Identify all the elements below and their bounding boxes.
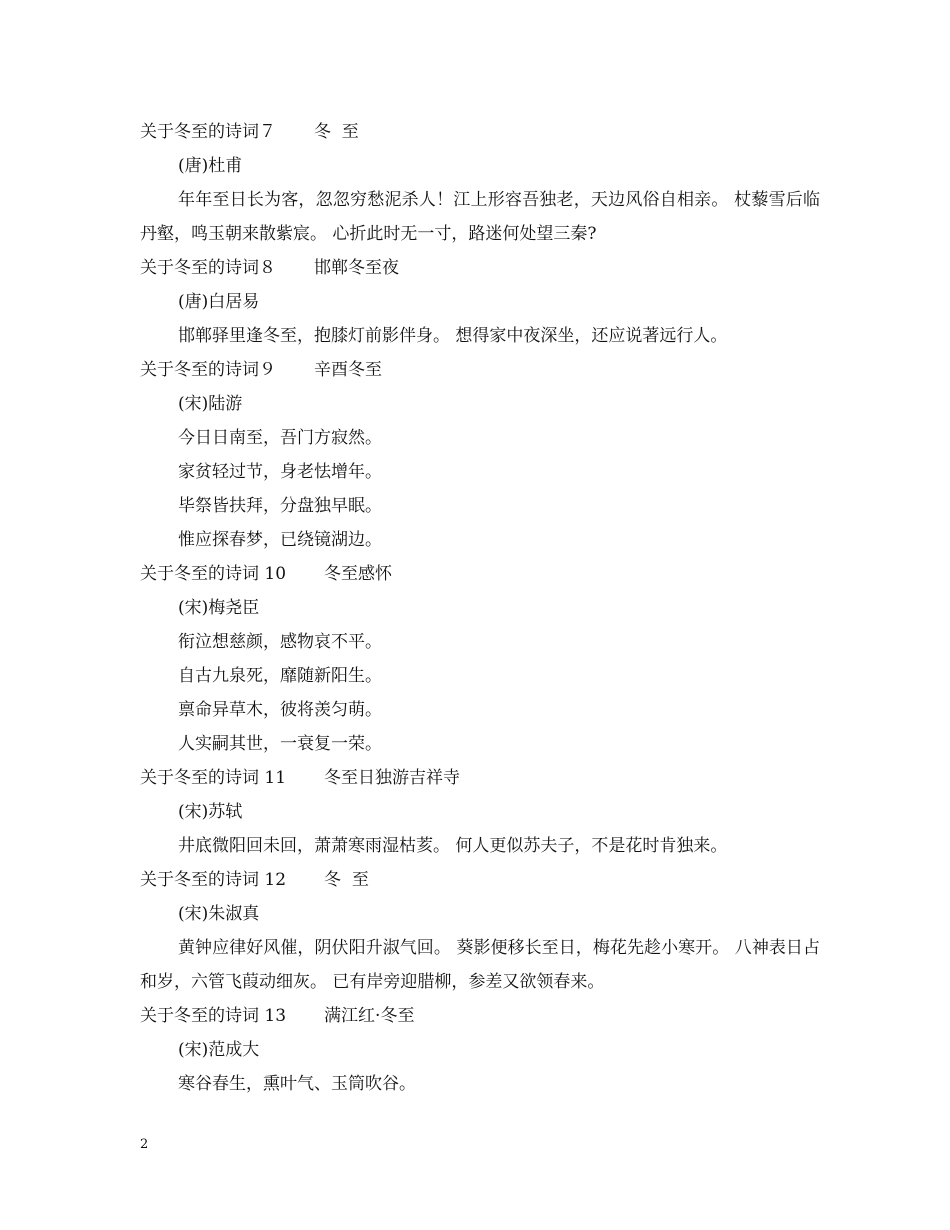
poem-heading xyxy=(140,557,820,591)
poem-line: 禀命异草木，彼将羡匀萌。 xyxy=(178,700,382,720)
poem-author: (宋)陆游 xyxy=(178,394,243,414)
poem-line: 寒谷春生，熏叶气、玉筒吹谷。 xyxy=(178,1074,416,1094)
poem-line: 惟应探春梦，已绕镜湖边。 xyxy=(178,530,382,550)
poem-heading xyxy=(140,251,820,285)
poem-title: 冬至感怀 xyxy=(324,564,393,584)
poem-author: (宋)梅尧臣 xyxy=(178,598,260,618)
poem-line: 自古九泉死，靡随新阳生。 xyxy=(178,666,382,686)
heading-label: 关于冬至的诗词 12 xyxy=(140,870,287,890)
poem-title: 冬至日独游吉祥寺 xyxy=(324,768,461,788)
document-body xyxy=(140,115,820,1101)
heading-label: 关于冬至的诗词７ xyxy=(140,122,276,142)
poem-heading xyxy=(140,353,820,387)
heading-label: 关于冬至的诗词 13 xyxy=(140,1006,287,1026)
poem-text: 黄钟应律好风催，阴伏阳升淑气回。 葵影便移长至日，梅花先趁小寒开。 八神表日占和岁，六管飞葭动细灰。 已有岸旁迎腊柳，参差又欲领春来。 xyxy=(140,938,820,992)
heading-label: 关于冬至的诗词９ xyxy=(140,360,276,380)
poem-text: 年年至日长为客，忽忽穷愁泥杀人！江上形容吾独老，天边风俗自相亲。 杖藜雪后临丹壑，鸣玉朝来散紫宸。 心折此时无一寸，路迷何处望三秦? xyxy=(140,190,820,244)
poem-line: 人实嗣其世，一衰复一荣。 xyxy=(178,734,382,754)
poem-text: 井底微阳回未回，萧萧寒雨湿枯荄。 何人更似苏夫子，不是花时肯独来。 xyxy=(178,836,728,856)
heading-label: 关于冬至的诗词 10 xyxy=(140,564,287,584)
poem-author: (唐)杜甫 xyxy=(178,156,243,176)
poem-line: 今日日南至，吾门方寂然。 xyxy=(178,428,382,448)
poem-title: 冬 至 xyxy=(314,122,359,142)
poem-title: 辛酉冬至 xyxy=(314,360,382,380)
poem-author: (宋)范成大 xyxy=(178,1040,260,1060)
poem-line: 毕祭皆扶拜，分盘独早眠。 xyxy=(178,496,382,516)
poem-author: (唐)白居易 xyxy=(178,292,260,312)
poem-heading xyxy=(140,999,820,1033)
poem-heading xyxy=(140,863,820,897)
poem-title: 邯郸冬至夜 xyxy=(314,258,399,278)
poem-heading xyxy=(140,115,820,149)
poem-author: (宋)朱淑真 xyxy=(178,904,260,924)
poem-title: 满江红·冬至 xyxy=(324,1006,415,1026)
poem-text: 邯郸驿里逢冬至，抱膝灯前影伴身。 想得家中夜深坐，还应说著远行人。 xyxy=(178,326,728,346)
heading-label: 关于冬至的诗词８ xyxy=(140,258,276,278)
poem-line: 衔泣想慈颜，感物哀不平。 xyxy=(178,632,382,652)
poem-title: 冬 至 xyxy=(324,870,369,890)
poem-heading xyxy=(140,761,820,795)
poem-author: (宋)苏轼 xyxy=(178,802,243,822)
poem-line: 家贫轻过节，身老怯增年。 xyxy=(178,462,382,482)
heading-label: 关于冬至的诗词 11 xyxy=(140,768,287,788)
page-number: 2 xyxy=(140,1137,149,1152)
